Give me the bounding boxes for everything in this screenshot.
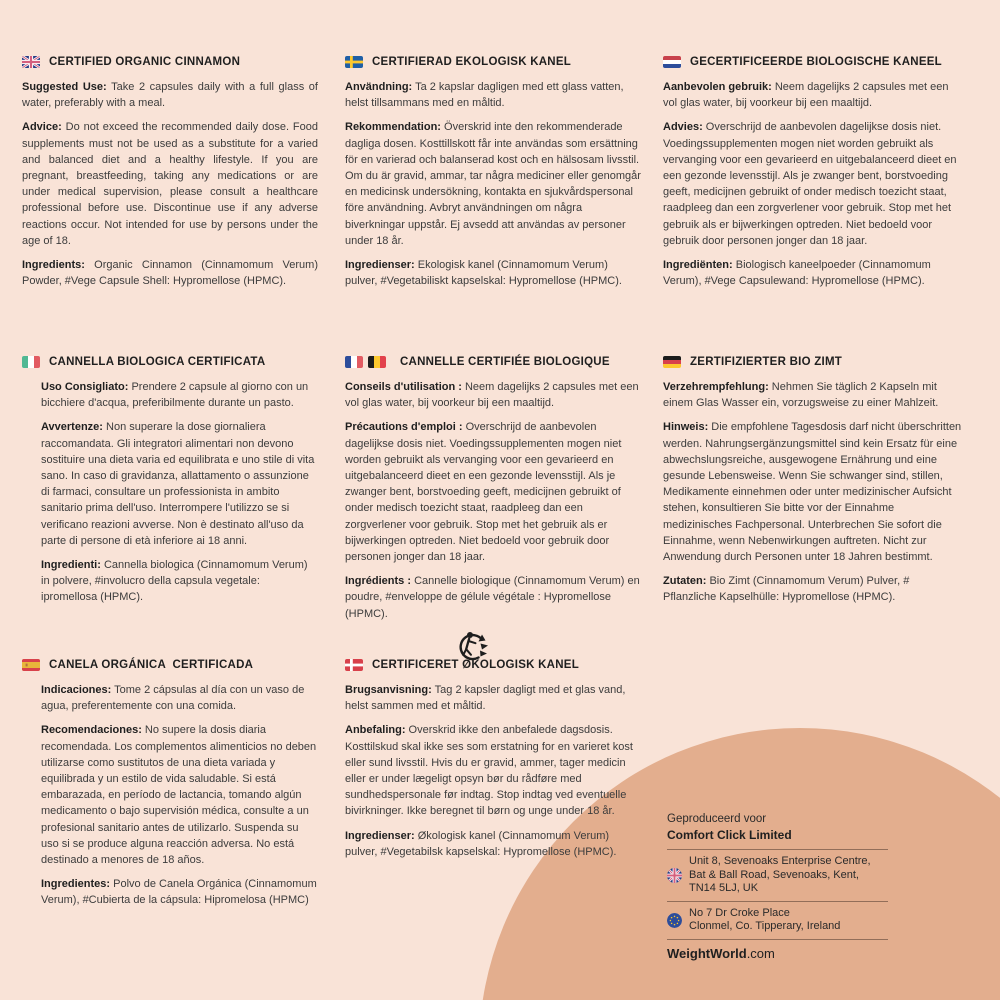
paragraph-ingredients: Zutaten: Bio Zimt (Cinnamomum Verum) Pulver, # Pflanzliche Kapselhülle: Hypromellose (HPMC).: [663, 575, 910, 604]
paragraph-ingredients: Ingrediënten: Biologisch kaneelpoeder (Cinnamomum Verum), #Vege Capsulewand: Hypromellose (HPMC).: [663, 259, 931, 288]
uk-flag-round-icon: [667, 868, 682, 883]
paragraph-use: Brugsanvisning: Tag 2 kapsler dagligt med et glas vand, helst sammen med et måltid.: [345, 684, 626, 713]
uk-address: [689, 855, 871, 896]
paragraph-advice: Hinweis: Die empfohlene Tagesdosis darf nicht überschritten werden. Nahrungsergänzungsmittel sind kein Ersatz für eine abwechslungsreiche, ausgewogene Ernährung und eine gesunde Lebensweise. Wenn Sie schwanger sind, stillen, Medikamente einnehmen oder unter medizinischer Aufsicht stehen, konsultieren Sie bitte vor der Einnahme medizinisches Fachpersonal. Unterbrechen Sie sofort die Einnahme, wenn Nebenwirkungen auftreten. Nicht zur Anwendung durch Personen unter 18 Jahren bestimmt.: [663, 421, 962, 564]
paragraph-use: Conseils d'utilisation : Neem dagelijks 2 capsules met een vol glas water, bij voorkeur bij een maaltijd.: [345, 381, 639, 410]
paragraph-label: Précautions d'emploi :: [345, 421, 463, 434]
paragraph-label: Suggested Use:: [22, 81, 107, 93]
paragraph-label: Ingredienser:: [345, 829, 415, 842]
paragraph-label: Indicaciones:: [41, 684, 112, 696]
divider: [667, 849, 888, 850]
section-german: [663, 356, 963, 614]
france-flag-icon: [345, 356, 363, 368]
paragraph-ingredients: Ingredients: Organic Cinnamon (Cinnamomum Verum) Powder, #Vege Capsule Shell: Hypromellose (HPMC).: [22, 259, 318, 288]
paragraph-label: Anbefaling:: [345, 724, 406, 737]
paragraph-label: Användning:: [345, 81, 413, 93]
paragraph-suggested-use: Suggested Use: Take 2 capsules daily with a full glass of water, preferably with a meal.: [22, 81, 318, 110]
manufacturer-footer: [667, 812, 895, 961]
paragraph-advice: Advies: Overschrijd de aanbevolen dagelijkse dosis niet. Voedingssupplementen mogen niet worden gebruikt als vervanging voor een gevarieerd en uitgebalanceerd dieet en een gezonde levensstijl. Als je zwanger bent, borstvoeding geeft, medicijnen gebruikt of onder medisch toezicht staat, raadpleeg dan een zorgverlener voor gebruik. Stop met het gebruik als er bijwerkingen optreden. Niet bedoeld voor gebruik door personen jonger dan 18 jaar.: [663, 121, 957, 247]
sweden-flag-icon: [345, 56, 363, 68]
paragraph-ingredients: Ingredienti: Cannella biologica (Cinnamomum Verum) in polvere, #involucro della capsula vegetale: ipromellosa (HPMC).: [41, 559, 308, 604]
paragraph-label: Verzehrempfehlung:: [663, 381, 769, 393]
germany-flag-icon: [663, 356, 681, 368]
section-header: [345, 356, 641, 368]
section-english: [22, 56, 318, 297]
paragraph-label: Advies:: [663, 121, 703, 134]
divider: [667, 901, 888, 902]
produced-for-label: Geproduceerd voor: [667, 813, 767, 825]
paragraph-ingredients: Ingrédients : Cannelle biologique (Cinnamomum Verum) en poudre, #enveloppe de gélule végétale : Hypromellose (HPMC).: [345, 575, 640, 620]
company-name: Comfort Click Limited: [667, 828, 792, 842]
section-heading: CANELA ORGÁNICA CERTIFICADA: [49, 659, 254, 671]
paragraph-ingredients: Ingredientes: Polvo de Canela Orgánica (Cinnamomum Verum), #Cubierta de la cápsula: Hipromelosa (HPMC): [41, 878, 317, 907]
paragraph-label: Recomendaciones:: [41, 724, 142, 737]
address-line: No 7 Dr Croke Place: [689, 906, 790, 919]
address-line: Unit 8, Sevenoaks Enterprise Centre,: [689, 855, 871, 867]
section-header: [663, 56, 963, 68]
section-header: [22, 659, 318, 671]
section-heading: ZERTIFIZIERTER BIO ZIMT: [690, 356, 843, 368]
paragraph-label: Ingredients:: [22, 259, 85, 272]
paragraph-label: Rekommendation:: [345, 121, 441, 134]
paragraph-label: Ingrédients :: [345, 575, 412, 588]
paragraph-advice: Recomendaciones: No supere la dosis diaria recomendada. Los complementos alimenticios no deben utilizarse como sustitutos de una dieta variada y equilibrada y un estilo de vida saludable. Si está embarazada, en período de lactancia, tomando algún medicamento o bajo supervisión médica, consulte a un profesional sanitario antes de utilizarlo. Suspenda su uso si se produce alguna reacción adversa. No está destinado a menores de 18 años.: [41, 724, 317, 867]
section-header: [345, 659, 641, 671]
denmark-flag-icon: [345, 659, 363, 671]
section-danish: [345, 659, 641, 868]
paragraph-label: Ingredienser:: [345, 259, 415, 272]
paragraph-ingredients: Ingredienser: Økologisk kanel (Cinnamomum Verum) pulver, #Vegetabilsk kapselskal: Hypromellose (HPMC).: [345, 829, 617, 858]
paragraph-ingredients: Ingredienser: Ekologisk kanel (Cinnamomum Verum) pulver, #Vegetabiliskt kapselskal: Hypromellose (HPMC).: [345, 259, 622, 288]
address-line: Bat & Ball Road, Sevenoaks, Kent,: [689, 868, 859, 881]
section-header: [22, 356, 318, 368]
section-heading: GECERTIFICEERDE BIOLOGISCHE KANEEL: [690, 56, 942, 68]
section-header: [663, 356, 963, 368]
section-heading: CANNELLE CERTIFIÉE BIOLOGIQUE: [400, 356, 610, 368]
paragraph-use: Uso Consigliato: Prendere 2 capsule al giorno con un bicchiere d'acqua, preferibilmente durante un pasto.: [41, 381, 309, 410]
belgium-flag-icon: [368, 356, 386, 368]
section-header: [345, 56, 641, 68]
paragraph-label: Avvertenze:: [41, 421, 103, 434]
paragraph-advice: Advice: Do not exceed the recommended daily dose. Food supplements must not be used as a substitute for a varied and balanced diet and a healthy lifestyle. If you are pregnant, breastfeeding, taking any medications or are under medical supervision, please consult a healthcare professional before use. Discontinue use if any adverse reactions occur. Not intended for use by persons under the age of 18.: [22, 121, 318, 247]
section-heading: CERTIFIERAD EKOLOGISK KANEL: [372, 56, 572, 68]
brand-logo: WeightWorld.com: [667, 945, 775, 961]
paragraph-label: Aanbevolen gebruik:: [663, 81, 772, 93]
section-spanish: [22, 659, 318, 917]
paragraph-advice: Précautions d'emploi : Overschrijd de aanbevolen dagelijkse dosis niet. Voedingssupplementen mogen niet worden gebruikt als vervanging voor een gevarieerd en uitgebalanceerd dieet en een gezonde levensstijl. Als je zwanger bent, borstvoeding geeft, medicijnen gebruikt of onder medisch toezicht staat, raadpleeg dan een zorgverlener voor gebruik. Stop met het gebruik als er bijwerkingen optreden. Niet bedoeld voor gebruik door personen jonger dan 18 jaar.: [345, 421, 622, 564]
paragraph-label: Ingredienti:: [41, 559, 101, 572]
paragraph-label: Zutaten:: [663, 575, 707, 588]
netherlands-flag-icon: [663, 56, 681, 68]
section-dutch: [663, 56, 963, 297]
paragraph-label: Advice:: [22, 121, 62, 134]
paragraph-label: Ingrediënten:: [663, 259, 733, 272]
flag-pair: [345, 356, 386, 368]
spain-flag-icon: [22, 659, 40, 671]
paragraph-label: Ingredientes:: [41, 878, 111, 891]
divider: [667, 939, 888, 940]
address-line: TN14 5LJ, UK: [689, 882, 759, 894]
paragraph-use: Aanbevolen gebruik: Neem dagelijks 2 capsules met een vol glas water, bij voorkeur bij een maaltijd.: [663, 81, 949, 110]
section-heading: CANNELLA BIOLOGICA CERTIFICATA: [49, 356, 266, 368]
section-french: [345, 356, 641, 664]
paragraph-advice: Anbefaling: Overskrid ikke den anbefalede dagsdosis. Kosttilskud skal ikke ses som erstatning for en varieret kost eller sund livsstil. Hvis du er gravid, ammer, tager medicin eller er under lægeligt opsyn bør du rådføre med sundhedspersonale før indtag. Stop indtag ved eventuelle bivirkninger. Ikke beregnet til børn og unge under 18 år.: [345, 724, 633, 818]
paragraph-use: Verzehrempfehlung: Nehmen Sie täglich 2 Kapseln mit einem Glas Wasser ein, vorzugsweise zu einer Mahlzeit.: [663, 381, 939, 410]
paragraph-label: Uso Consigliato:: [41, 381, 129, 393]
eu-address: [689, 907, 840, 934]
paragraph-label: Hinweis:: [663, 421, 709, 434]
section-header: [22, 56, 318, 68]
paragraph-label: Conseils d'utilisation :: [345, 381, 462, 393]
eu-address-row: [667, 907, 895, 934]
section-swedish: [345, 56, 641, 297]
address-line: Clonmel, Co. Tipperary, Ireland: [689, 920, 841, 932]
paragraph-use: Indicaciones: Tome 2 cápsulas al día con un vaso de agua, preferentemente con una comida.: [41, 684, 305, 713]
section-italian: [22, 356, 318, 614]
paragraph-use: Användning: Ta 2 kapslar dagligen med ett glass vatten, helst tillsammans med en måltid.: [345, 81, 624, 110]
section-heading: CERTIFIED ORGANIC CINNAMON: [49, 56, 241, 68]
paragraph-advice: Rekommendation: Överskrid inte den rekommenderade dagliga dosen. Kosttillskott får inte användas som ersättning för en varierad och balanserad kost och en hälsosam livsstil. Om du är gravid, ammar, tar några mediciner eller genomgår en medicinsk undersökning, kontakta en sjukvårdspersonal före användning. Avbryt användningen om några biverkningar uppstår. Ej avsedd att användas av personer under 18 år.: [345, 121, 641, 247]
section-heading: CERTIFICERET ØKOLOGISK KANEL: [372, 659, 579, 671]
paragraph-advice: Avvertenze: Non superare la dose giornaliera raccomandata. Gli integratori alimentari non devono sostituire una dieta varia ed equilibrata e uno stile di vita sano. In caso di gravidanza, allattamento o assunzione di farmaci, consultare un professionista in ambito sanitario prima dell'uso. Interrompere l'utilizzo se si verificano reazioni avverse. Non è destinato all'uso da parte di persone di età inferiore ai 18 anni.: [41, 421, 315, 547]
paragraph-label: Brugsanvisning:: [345, 684, 432, 696]
eu-flag-round-icon: [667, 913, 682, 928]
uk-flag-icon: [22, 56, 40, 68]
uk-address-row: [667, 855, 895, 896]
italy-flag-icon: [22, 356, 40, 368]
